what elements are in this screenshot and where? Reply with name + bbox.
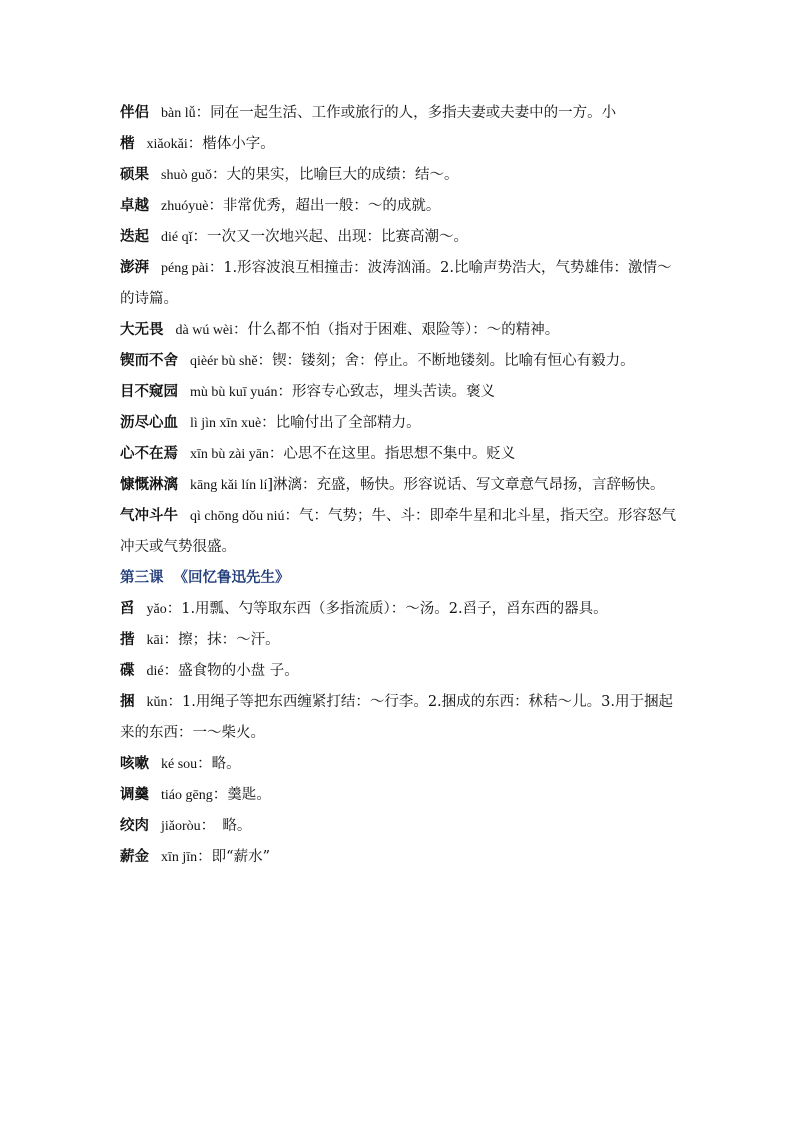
vocab-term: 心不在焉 [120, 446, 178, 462]
vocab-definition: ：锲：镂刻；舍：停止。不断地镂刻。比喻有恒心有毅力。 [257, 353, 635, 369]
vocab-entry [120, 98, 680, 129]
vocab-definition: ：即“薪水” [197, 849, 270, 865]
vocab-entry [120, 191, 680, 222]
vocab-definition: ：同在一起生活、工作或旅行的人，多指夫妻或夫妻中的一方。小 [195, 105, 617, 121]
vocab-entry [120, 656, 680, 687]
vocab-definition: ：楷体小字。 [187, 136, 275, 152]
lesson-title: 《回忆鲁迅先生》 [173, 570, 290, 586]
vocab-term: 咳嗽 [120, 756, 149, 772]
vocab-definition: ：1.用瓢、勺等取东西（多指流质）：～汤。2.舀子，舀东西的器具。 [166, 601, 608, 617]
vocab-entry [120, 811, 680, 842]
vocab-entry [120, 687, 680, 749]
vocab-entry [120, 594, 680, 625]
vocab-term: 澎湃 [120, 260, 149, 276]
vocab-pinyin: bàn lǚ [161, 106, 196, 121]
vocab-pinyin: tiáo gēng [161, 788, 213, 803]
vocab-pinyin: mù bù kuī yuán [190, 385, 278, 400]
vocab-definition: ：形容专心致志，埋头苦读。褒义 [277, 384, 495, 400]
vocab-entry [120, 346, 680, 377]
vocab-definition: ：擦；抹：～汗。 [163, 632, 280, 648]
vocab-pinyin: shuò guǒ [161, 168, 212, 183]
vocab-pinyin: jiǎoròu [161, 819, 201, 834]
vocab-definition: ：比喻付出了全部精力。 [261, 415, 421, 431]
vocab-entry [120, 129, 680, 160]
section-heading [120, 563, 680, 594]
vocab-definition: ： 略。 [200, 818, 252, 834]
vocab-term: 舀 [120, 601, 135, 617]
vocabulary-list [120, 98, 680, 563]
vocab-definition: ]淋漓：充盛，畅快。形容说话、写文章意气昂扬，言辞畅快。 [267, 477, 665, 493]
vocab-pinyin: xīn jīn [161, 850, 198, 865]
vocab-definition: ：1.用绳子等把东西缠紧打结：～行李。2.捆成的东西：秫秸～儿。3.用于捆起来的东西：一～柴火。 [120, 694, 674, 741]
vocab-term: 迭起 [120, 229, 149, 245]
vocab-pinyin: dà wú wèi [175, 323, 234, 338]
vocab-entry [120, 439, 680, 470]
vocab-entry [120, 222, 680, 253]
vocab-pinyin: kāng kǎi lín lí [190, 478, 268, 493]
vocab-term: 绞肉 [120, 818, 149, 834]
vocab-definition: ：心思不在这里。指思想不集中。贬义 [268, 446, 516, 462]
vocab-term: 大无畏 [120, 322, 164, 338]
vocab-pinyin: kǔn [146, 695, 168, 710]
lesson-label: 第三课 [120, 570, 164, 586]
vocab-entry [120, 842, 680, 873]
vocab-term: 碟 [120, 663, 135, 679]
vocab-term: 气冲斗牛 [120, 508, 178, 524]
vocab-definition: ：一次又一次地兴起、出现：比赛高潮～。 [192, 229, 468, 245]
vocab-entry [120, 501, 680, 563]
vocab-entry [120, 408, 680, 439]
vocab-entry [120, 780, 680, 811]
vocabulary-list-lesson-3 [120, 594, 680, 873]
vocab-entry [120, 377, 680, 408]
vocab-definition: ：大的果实，比喻巨大的成绩：结～。 [211, 167, 459, 183]
vocab-definition: ：略。 [197, 756, 241, 772]
vocab-entry [120, 625, 680, 656]
vocab-entry [120, 253, 680, 315]
vocab-pinyin: qièér bù shě [190, 354, 258, 369]
vocab-term: 伴侣 [120, 105, 149, 121]
vocab-term: 慷慨淋漓 [120, 477, 178, 493]
vocab-pinyin: qì chōng dǒu niú [190, 509, 285, 524]
vocab-term: 沥尽心血 [120, 415, 178, 431]
vocab-term: 楷 [120, 136, 135, 152]
vocab-term: 硕果 [120, 167, 149, 183]
vocab-term: 锲而不舍 [120, 353, 178, 369]
vocab-pinyin: xīn bù zài yān [190, 447, 269, 462]
vocab-term: 调羹 [120, 787, 149, 803]
vocab-term: 卓越 [120, 198, 149, 214]
vocab-pinyin: ké sou [161, 757, 198, 772]
vocab-term: 捆 [120, 694, 135, 710]
vocab-entry [120, 749, 680, 780]
vocab-term: 目不窥园 [120, 384, 178, 400]
vocab-definition: ：羹匙。 [212, 787, 271, 803]
vocab-pinyin: kāi [146, 633, 164, 648]
vocab-pinyin: yǎo [146, 602, 167, 617]
vocab-entry [120, 160, 680, 191]
vocab-pinyin: zhuóyuè [161, 199, 209, 214]
vocab-term: 揩 [120, 632, 135, 648]
vocab-pinyin: dié [146, 664, 164, 679]
vocab-definition: ：盛食物的小盘 子。 [163, 663, 299, 679]
vocab-pinyin: péng pài [161, 261, 209, 276]
vocab-definition: ：气：气势；牛、斗：即牵牛星和北斗星，指天空。形容怒气冲天或气势很盛。 [120, 508, 676, 555]
vocab-definition: ：1.形容波浪互相撞击：波涛汹涌。2.比喻声势浩大，气势雄伟：激情～的诗篇。 [120, 260, 672, 307]
vocab-entry [120, 315, 680, 346]
vocab-definition: ：非常优秀，超出一般：～的成就。 [208, 198, 441, 214]
vocab-pinyin: dié qǐ [161, 230, 193, 245]
vocab-term: 薪金 [120, 849, 149, 865]
document-page [120, 98, 680, 873]
vocab-pinyin: xiǎokǎi [146, 137, 188, 152]
vocab-definition: ：什么都不怕（指对于困难、艰险等）：～的精神。 [233, 322, 560, 338]
vocab-entry [120, 470, 680, 501]
vocab-pinyin: lì jìn xīn xuè [190, 416, 262, 431]
